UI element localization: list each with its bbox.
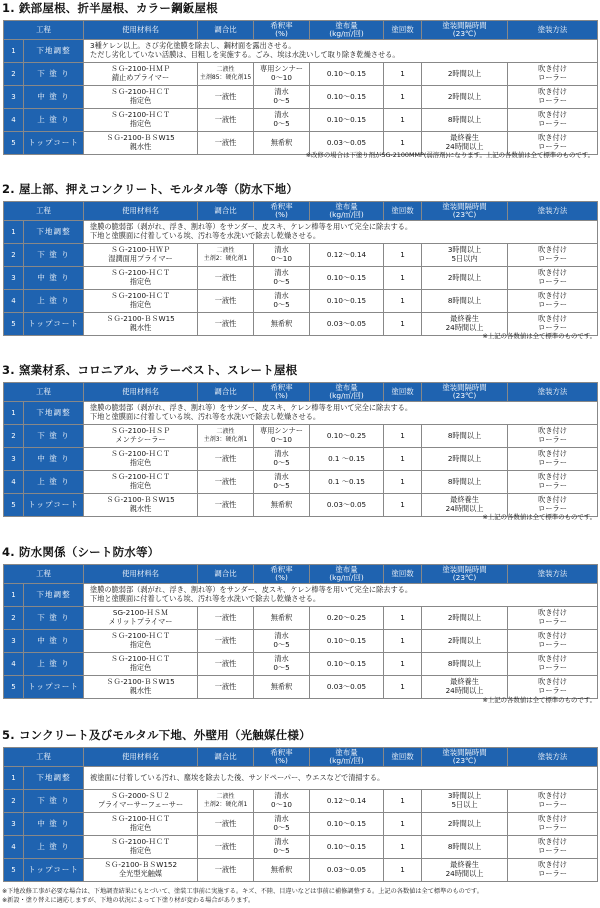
step-number: 1 — [4, 767, 24, 790]
step-name: トップコート — [24, 313, 84, 336]
coat-interval: 8時間以上 — [422, 653, 508, 676]
table-row — [4, 607, 598, 630]
step-name: 中 塗 り — [24, 630, 84, 653]
step-number: 5 — [4, 676, 24, 699]
column-header: 調合比 — [198, 202, 254, 221]
mix-ratio: 二液性 主剤85：硬化剤15 — [198, 63, 254, 86]
column-header: 使用材料名 — [84, 565, 198, 584]
coat-interval: 2時間以上 — [422, 813, 508, 836]
material-name: ＳＧ-2100-ＨＣＴ 指定色 — [84, 813, 198, 836]
spec-section — [0, 544, 600, 724]
table-row — [4, 859, 598, 882]
table-header-row — [4, 748, 598, 767]
step-name: 下 塗 り — [24, 607, 84, 630]
material-name: ＳＧ-2100-ＨＣＴ 指定色 — [84, 630, 198, 653]
dilution-rate: 清水 0〜5 — [254, 471, 310, 494]
coverage-amount: 0.1 〜0.15 — [310, 448, 384, 471]
column-header: 工程 — [4, 383, 84, 402]
material-name: ＳＧ-2100-ＢＳW15 親水性 — [84, 132, 198, 155]
column-header: 塗回数 — [384, 21, 422, 40]
step-name: 上 塗 り — [24, 471, 84, 494]
column-header: 塗装間隔時間 (23℃) — [422, 202, 508, 221]
table-row — [4, 86, 598, 109]
step-name: 下 塗 り — [24, 63, 84, 86]
column-header: 調合比 — [198, 21, 254, 40]
coat-count: 1 — [384, 448, 422, 471]
dilution-rate: 無希釈 — [254, 313, 310, 336]
column-header: 調合比 — [198, 383, 254, 402]
column-header: 使用材料名 — [84, 202, 198, 221]
spec-section — [0, 0, 600, 180]
column-header: 塗回数 — [384, 748, 422, 767]
coat-count: 1 — [384, 607, 422, 630]
coat-interval: 8時間以上 — [422, 290, 508, 313]
coat-interval: 2時間以上 — [422, 607, 508, 630]
coat-count: 1 — [384, 63, 422, 86]
dilution-rate: 清水 0〜5 — [254, 630, 310, 653]
table-row — [4, 448, 598, 471]
coat-count: 1 — [384, 630, 422, 653]
dilution-rate: 清水 0〜10 — [254, 790, 310, 813]
mix-ratio: 一液性 — [198, 109, 254, 132]
material-name: ＳＧ-2100-ＢＳW152 全光型光触媒 — [84, 859, 198, 882]
column-header: 希釈率 (%) — [254, 202, 310, 221]
step-name: 上 塗 り — [24, 290, 84, 313]
column-header: 塗装方法 — [508, 565, 598, 584]
mix-ratio: 一液性 — [198, 132, 254, 155]
material-name: ＳＧ-2100-ＢＳW15 親水性 — [84, 494, 198, 517]
coat-count: 1 — [384, 859, 422, 882]
dilution-rate: 清水 0〜5 — [254, 109, 310, 132]
coverage-amount: 0.10〜0.25 — [310, 425, 384, 448]
table-row — [4, 584, 598, 607]
step-number: 2 — [4, 607, 24, 630]
material-name: ＳＧ-2100-ＨＭＰ 錆止めプライマー — [84, 63, 198, 86]
application-method: 吹き付け ローラー — [508, 813, 598, 836]
prep-description: 塗膜の脆弱部（剥がれ、浮き、割れ等）をサンダー、皮スキ、ケレン棒等を用いて完全に除去する。 下地と塗膜面に付着している埃、汚れ等を水洗いで除去し乾燥させる。 — [84, 584, 598, 607]
coat-interval: 最終養生 24時間以上 — [422, 859, 508, 882]
step-number: 5 — [4, 132, 24, 155]
coverage-amount: 0.10〜0.15 — [310, 836, 384, 859]
section-title: 1. 鉄部屋根、折半屋根、カラー鋼鈑屋根 — [2, 1, 218, 15]
coat-count: 1 — [384, 790, 422, 813]
mix-ratio: 一液性 — [198, 86, 254, 109]
coat-count: 1 — [384, 109, 422, 132]
coverage-amount: 0.03〜0.05 — [310, 494, 384, 517]
step-name: 中 塗 り — [24, 448, 84, 471]
column-header: 使用材料名 — [84, 748, 198, 767]
table-row — [4, 471, 598, 494]
table-row — [4, 290, 598, 313]
table-header-row — [4, 565, 598, 584]
dilution-rate: 清水 0〜5 — [254, 813, 310, 836]
coat-count: 1 — [384, 290, 422, 313]
prep-description: 被塗面に付着している汚れ、塵埃を除去した後、サンドペーパー、ウエスなどで清掃する。 — [84, 767, 598, 790]
column-header: 塗装方法 — [508, 202, 598, 221]
column-header: 調合比 — [198, 748, 254, 767]
column-header: 塗布量 (kg/㎡/回) — [310, 202, 384, 221]
step-number: 1 — [4, 402, 24, 425]
step-name: 中 塗 り — [24, 267, 84, 290]
step-number: 3 — [4, 86, 24, 109]
coat-interval: 8時間以上 — [422, 836, 508, 859]
step-number: 5 — [4, 313, 24, 336]
dilution-rate: 清水 0〜5 — [254, 290, 310, 313]
column-header: 使用材料名 — [84, 21, 198, 40]
coat-interval: 8時間以上 — [422, 425, 508, 448]
application-method: 吹き付け ローラー — [508, 836, 598, 859]
column-header: 工程 — [4, 565, 84, 584]
column-header: 希釈率 (%) — [254, 748, 310, 767]
section-title: 4. 防水関係（シート防水等） — [2, 545, 160, 559]
material-name: ＳＧ-2100-ＨＣＴ 指定色 — [84, 471, 198, 494]
column-header: 塗装間隔時間 (23℃) — [422, 565, 508, 584]
prep-description: 塗膜の脆弱部（剥がれ、浮き、割れ等）をサンダー、皮スキ、ケレン棒等を用いて完全に除去する。 下地と塗膜面に付着している埃、汚れ等を水洗いで除去し乾燥させる。 — [84, 402, 598, 425]
coverage-amount: 0.20〜0.25 — [310, 607, 384, 630]
table-row — [4, 40, 598, 63]
coat-interval: 最終養生 24時間以上 — [422, 676, 508, 699]
material-name: ＳＧ-2100-ＨＣＴ 指定色 — [84, 86, 198, 109]
dilution-rate: 無希釈 — [254, 676, 310, 699]
column-header: 工程 — [4, 748, 84, 767]
coat-count: 1 — [384, 244, 422, 267]
step-number: 4 — [4, 836, 24, 859]
column-header: 工程 — [4, 21, 84, 40]
column-header: 塗装間隔時間 (23℃) — [422, 21, 508, 40]
step-name: 上 塗 り — [24, 109, 84, 132]
column-header: 希釈率 (%) — [254, 565, 310, 584]
section-note: ※改修の場合は下塗り剤がSG-2100MMP(弱溶剤)になります。上記の各数値は全て標準のものです。 — [305, 151, 594, 159]
table-row — [4, 767, 598, 790]
spec-table — [3, 201, 598, 336]
mix-ratio: 一液性 — [198, 494, 254, 517]
column-header: 塗布量 (kg/㎡/回) — [310, 383, 384, 402]
material-name: ＳＧ-2100-ＨＷＰ 湿潤面用プライマー — [84, 244, 198, 267]
application-method: 吹き付け ローラー — [508, 448, 598, 471]
column-header: 塗布量 (kg/㎡/回) — [310, 565, 384, 584]
coverage-amount: 0.03〜0.05 — [310, 132, 384, 155]
mix-ratio: 二液性 主剤2：硬化剤1 — [198, 244, 254, 267]
mix-ratio: 一液性 — [198, 630, 254, 653]
application-method: 吹き付け ローラー — [508, 471, 598, 494]
spec-table — [3, 747, 598, 882]
footer-note: ※下地改修工事が必要な場合は、下地調査結果にもとづいて、塗装工事前に実施する。キズ、不陸、目違いなどは事前に補修調整する。上記の各数値は全て標準のものです。 — [2, 888, 483, 895]
material-name: ＳＧ-2000-ＳＵ２ プライマーサーフェーサー — [84, 790, 198, 813]
coat-count: 1 — [384, 86, 422, 109]
dilution-rate: 清水 0〜5 — [254, 836, 310, 859]
mix-ratio: 一液性 — [198, 313, 254, 336]
coat-interval: 8時間以上 — [422, 471, 508, 494]
coverage-amount: 0.10〜0.15 — [310, 63, 384, 86]
dilution-rate: 清水 0〜5 — [254, 653, 310, 676]
coverage-amount: 0.12〜0.14 — [310, 790, 384, 813]
step-number: 3 — [4, 630, 24, 653]
step-name: 下地調整 — [24, 767, 84, 790]
coverage-amount: 0.10〜0.15 — [310, 109, 384, 132]
mix-ratio: 一液性 — [198, 448, 254, 471]
material-name: SG-2100-ＨＳＭ メリットプライマー — [84, 607, 198, 630]
coverage-amount: 0.10〜0.15 — [310, 653, 384, 676]
material-name: ＳＧ-2100-ＨＣＴ 指定色 — [84, 653, 198, 676]
coat-interval: 3時間以上 5日以内 — [422, 244, 508, 267]
table-row — [4, 630, 598, 653]
column-header: 使用材料名 — [84, 383, 198, 402]
dilution-rate: 無希釈 — [254, 859, 310, 882]
coverage-amount: 0.03〜0.05 — [310, 676, 384, 699]
mix-ratio: 一液性 — [198, 267, 254, 290]
coat-count: 1 — [384, 813, 422, 836]
coat-interval: 2時間以上 — [422, 630, 508, 653]
column-header: 希釈率 (%) — [254, 383, 310, 402]
section-note: ※上記の各数値は全て標準のものです。 — [482, 513, 596, 521]
coat-interval: 2時間以上 — [422, 448, 508, 471]
step-name: 下地調整 — [24, 584, 84, 607]
application-method: 吹き付け ローラー — [508, 109, 598, 132]
step-number: 1 — [4, 221, 24, 244]
material-name: ＳＧ-2100-ＨＣＴ 指定色 — [84, 448, 198, 471]
table-row — [4, 221, 598, 244]
section-note: ※上記の各数値は全て標準のものです。 — [482, 332, 596, 340]
column-header: 工程 — [4, 202, 84, 221]
application-method: 吹き付け ローラー — [508, 132, 598, 155]
dilution-rate: 清水 0〜10 — [254, 244, 310, 267]
step-name: 下地調整 — [24, 221, 84, 244]
column-header: 希釈率 (%) — [254, 21, 310, 40]
step-number: 5 — [4, 494, 24, 517]
table-row — [4, 790, 598, 813]
coat-count: 1 — [384, 494, 422, 517]
column-header: 塗装方法 — [508, 383, 598, 402]
step-name: トップコート — [24, 132, 84, 155]
application-method: 吹き付け ローラー — [508, 859, 598, 882]
mix-ratio: 一液性 — [198, 607, 254, 630]
coat-count: 1 — [384, 836, 422, 859]
mix-ratio: 一液性 — [198, 813, 254, 836]
coat-interval: 2時間以上 — [422, 63, 508, 86]
column-header: 塗布量 (kg/㎡/回) — [310, 21, 384, 40]
mix-ratio: 二液性 主剤2：硬化剤1 — [198, 790, 254, 813]
coat-count: 1 — [384, 653, 422, 676]
column-header: 塗布量 (kg/㎡/回) — [310, 748, 384, 767]
material-name: ＳＧ-2100-ＢＳW15 親水性 — [84, 676, 198, 699]
application-method: 吹き付け ローラー — [508, 86, 598, 109]
column-header: 塗装間隔時間 (23℃) — [422, 748, 508, 767]
coat-interval: 2時間以上 — [422, 267, 508, 290]
step-name: トップコート — [24, 859, 84, 882]
application-method: 吹き付け ローラー — [508, 63, 598, 86]
step-name: 下 塗 り — [24, 790, 84, 813]
footer-note: ※新設・塗り替えに適応しますが、下地の状況によって下塗り材が変わる場合があります。 — [2, 897, 255, 904]
dilution-rate: 清水 0〜5 — [254, 448, 310, 471]
material-name: ＳＧ-2100-ＨＣＴ 指定色 — [84, 267, 198, 290]
step-number: 4 — [4, 471, 24, 494]
material-name: ＳＧ-2100-ＨＳＰ メンテシーラー — [84, 425, 198, 448]
step-number: 2 — [4, 63, 24, 86]
column-header: 調合比 — [198, 565, 254, 584]
step-name: 上 塗 り — [24, 836, 84, 859]
step-name: トップコート — [24, 494, 84, 517]
step-number: 4 — [4, 290, 24, 313]
coverage-amount: 0.10〜0.15 — [310, 290, 384, 313]
step-number: 5 — [4, 859, 24, 882]
mix-ratio: 一液性 — [198, 290, 254, 313]
dilution-rate: 清水 0〜5 — [254, 267, 310, 290]
step-number: 2 — [4, 790, 24, 813]
coat-interval: 2時間以上 — [422, 86, 508, 109]
coat-count: 1 — [384, 132, 422, 155]
coat-count: 1 — [384, 313, 422, 336]
table-row — [4, 267, 598, 290]
coverage-amount: 0.10〜0.15 — [310, 267, 384, 290]
coverage-amount: 0.10〜0.15 — [310, 86, 384, 109]
step-name: 下 塗 り — [24, 244, 84, 267]
dilution-rate: 専用シンナー 0〜10 — [254, 425, 310, 448]
step-number: 2 — [4, 244, 24, 267]
material-name: ＳＧ-2100-ＨＣＴ 指定色 — [84, 109, 198, 132]
column-header: 塗装方法 — [508, 748, 598, 767]
step-number: 2 — [4, 425, 24, 448]
dilution-rate: 無希釈 — [254, 607, 310, 630]
mix-ratio: 二液性 主剤3：硬化剤1 — [198, 425, 254, 448]
column-header: 塗回数 — [384, 383, 422, 402]
table-header-row — [4, 202, 598, 221]
mix-ratio: 一液性 — [198, 676, 254, 699]
dilution-rate: 清水 0〜5 — [254, 86, 310, 109]
step-name: 下地調整 — [24, 402, 84, 425]
step-number: 1 — [4, 40, 24, 63]
step-number: 3 — [4, 813, 24, 836]
section-title: 2. 屋上部、押えコンクリート、モルタル等（防水下地） — [2, 182, 299, 196]
coat-count: 1 — [384, 471, 422, 494]
step-number: 3 — [4, 448, 24, 471]
column-header: 塗回数 — [384, 202, 422, 221]
section-title: 3. 窯業材系、コロニアル、カラーベスト、スレート屋根 — [2, 363, 298, 377]
dilution-rate: 無希釈 — [254, 494, 310, 517]
table-row — [4, 813, 598, 836]
coat-count: 1 — [384, 425, 422, 448]
table-row — [4, 402, 598, 425]
coverage-amount: 0.10〜0.15 — [310, 813, 384, 836]
spec-table — [3, 20, 598, 155]
spec-table — [3, 564, 598, 699]
prep-description: 塗膜の脆弱部（剥がれ、浮き、割れ等）をサンダー、皮スキ、ケレン棒等を用いて完全に除去する。 下地と塗膜面に付着している埃、汚れ等を水洗いで除去し乾燥させる。 — [84, 221, 598, 244]
table-row — [4, 63, 598, 86]
coverage-amount: 0.03〜0.05 — [310, 313, 384, 336]
spec-section — [0, 362, 600, 542]
spec-table — [3, 382, 598, 517]
application-method: 吹き付け ローラー — [508, 313, 598, 336]
mix-ratio: 一液性 — [198, 836, 254, 859]
table-row — [4, 653, 598, 676]
column-header: 塗装間隔時間 (23℃) — [422, 383, 508, 402]
step-name: 上 塗 り — [24, 653, 84, 676]
step-name: 中 塗 り — [24, 813, 84, 836]
material-name: ＳＧ-2100-ＢＳW15 親水性 — [84, 313, 198, 336]
coat-interval: 最終養生 24時間以上 — [422, 132, 508, 155]
step-number: 3 — [4, 267, 24, 290]
mix-ratio: 一液性 — [198, 653, 254, 676]
table-header-row — [4, 383, 598, 402]
coat-interval: 最終養生 24時間以上 — [422, 313, 508, 336]
coat-interval: 8時間以上 — [422, 109, 508, 132]
coverage-amount: 0.1 〜0.15 — [310, 471, 384, 494]
application-method: 吹き付け ローラー — [508, 607, 598, 630]
step-name: 下 塗 り — [24, 425, 84, 448]
application-method: 吹き付け ローラー — [508, 653, 598, 676]
application-method: 吹き付け ローラー — [508, 494, 598, 517]
section-note: ※上記の各数値は全て標準のものです。 — [482, 696, 596, 704]
step-number: 1 — [4, 584, 24, 607]
application-method: 吹き付け ローラー — [508, 290, 598, 313]
prep-description: 3種ケレン以上。さび劣化塗膜を除去し、鋼材面を露出させる。 ただし劣化していない活膜は、目粗しを実施する。ごみ、埃は水洗いして取り除き乾燥させる。 — [84, 40, 598, 63]
section-title: 5. コンクリート及びモルタル下地、外壁用（光触媒仕様） — [2, 728, 311, 742]
step-name: 下地調整 — [24, 40, 84, 63]
application-method: 吹き付け ローラー — [508, 244, 598, 267]
material-name: ＳＧ-2100-ＨＣＴ 指定色 — [84, 836, 198, 859]
table-row — [4, 425, 598, 448]
application-method: 吹き付け ローラー — [508, 676, 598, 699]
coat-count: 1 — [384, 676, 422, 699]
table-row — [4, 109, 598, 132]
application-method: 吹き付け ローラー — [508, 267, 598, 290]
coverage-amount: 0.03〜0.05 — [310, 859, 384, 882]
spec-section — [0, 181, 600, 361]
dilution-rate: 無希釈 — [254, 132, 310, 155]
application-method: 吹き付け ローラー — [508, 630, 598, 653]
table-header-row — [4, 21, 598, 40]
step-number: 4 — [4, 653, 24, 676]
coat-count: 1 — [384, 267, 422, 290]
material-name: ＳＧ-2100-ＨＣＴ 指定色 — [84, 290, 198, 313]
column-header: 塗装方法 — [508, 21, 598, 40]
coat-interval: 3時間以上 5日以上 — [422, 790, 508, 813]
application-method: 吹き付け ローラー — [508, 790, 598, 813]
application-method: 吹き付け ローラー — [508, 425, 598, 448]
mix-ratio: 一液性 — [198, 471, 254, 494]
mix-ratio: 一液性 — [198, 859, 254, 882]
table-row — [4, 244, 598, 267]
step-name: トップコート — [24, 676, 84, 699]
step-number: 4 — [4, 109, 24, 132]
dilution-rate: 専用シンナー 0〜10 — [254, 63, 310, 86]
spec-section — [0, 727, 600, 907]
coverage-amount: 0.12〜0.14 — [310, 244, 384, 267]
step-name: 中 塗 り — [24, 86, 84, 109]
table-row — [4, 836, 598, 859]
coat-interval: 最終養生 24時間以上 — [422, 494, 508, 517]
column-header: 塗回数 — [384, 565, 422, 584]
coverage-amount: 0.10〜0.15 — [310, 630, 384, 653]
